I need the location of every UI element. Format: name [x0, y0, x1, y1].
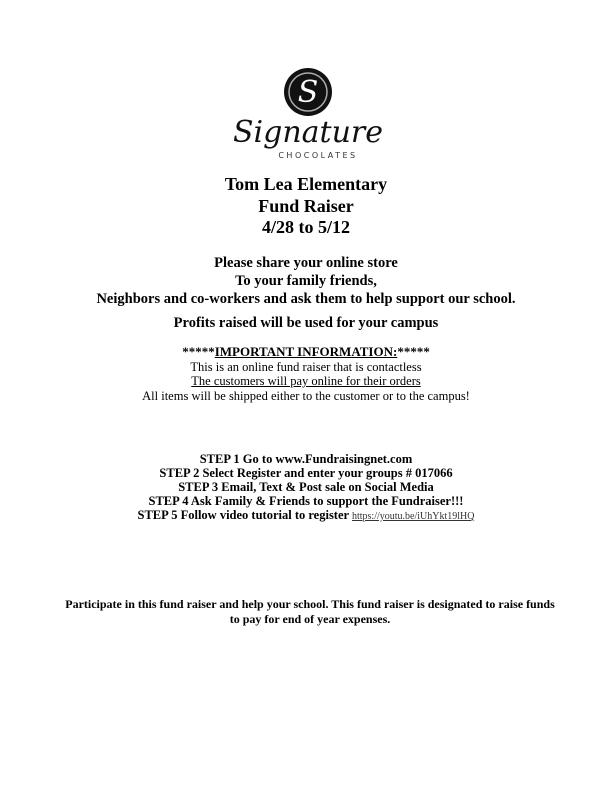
- event-dates: 4/28 to 5/12: [262, 217, 350, 237]
- fundraiser-title: [0, 174, 612, 239]
- info-line: This is an online fund raiser that is contactless: [190, 359, 422, 374]
- step-5: [0, 508, 612, 524]
- step-4: STEP 4 Ask Family & Friends to support the Fundraiser!!!: [148, 494, 464, 508]
- info-heading: [0, 345, 612, 360]
- step-5-text: STEP 5 Follow video tutorial to register: [137, 508, 349, 522]
- info-line: All items will be shipped either to the customer or to the campus!: [142, 388, 470, 403]
- svg-text:S: S: [297, 75, 319, 110]
- important-information: [0, 345, 612, 403]
- svg-text:CHOCOLATES: CHOCOLATES: [278, 151, 358, 160]
- share-line: To your family friends,: [235, 273, 377, 289]
- share-line: Neighbors and co-workers and ask them to help support our school.: [96, 291, 516, 307]
- event-name: Fund Raiser: [258, 195, 354, 216]
- step-2: STEP 2 Select Register and enter your groups # 017066: [159, 466, 453, 480]
- participate-message: Participate in this fund raiser and help your school. This fund raiser is designated to raise funds to pay for end of year expenses.: [65, 597, 555, 626]
- stars: *****: [182, 344, 215, 359]
- registration-steps: [0, 452, 612, 524]
- step-3: STEP 3 Email, Text & Post sale on Social Media: [178, 480, 434, 494]
- info-heading-text: IMPORTANT INFORMATION:: [214, 344, 398, 359]
- share-line: Please share your online store: [214, 255, 398, 271]
- school-name: Tom Lea Elementary: [224, 174, 388, 194]
- video-tutorial-link[interactable]: https://youtu.be/iUhYkt19lHQ: [351, 511, 475, 522]
- share-message: [0, 254, 612, 308]
- svg-text:Signature: Signature: [232, 115, 384, 150]
- profits-note: Profits raised will be used for your campus: [173, 315, 439, 331]
- stars: *****: [397, 344, 430, 359]
- signature-chocolates-logo: [228, 66, 388, 166]
- step-1: STEP 1 Go to www.Fundraisingnet.com: [199, 452, 413, 466]
- info-line: The customers will pay online for their orders: [191, 374, 421, 388]
